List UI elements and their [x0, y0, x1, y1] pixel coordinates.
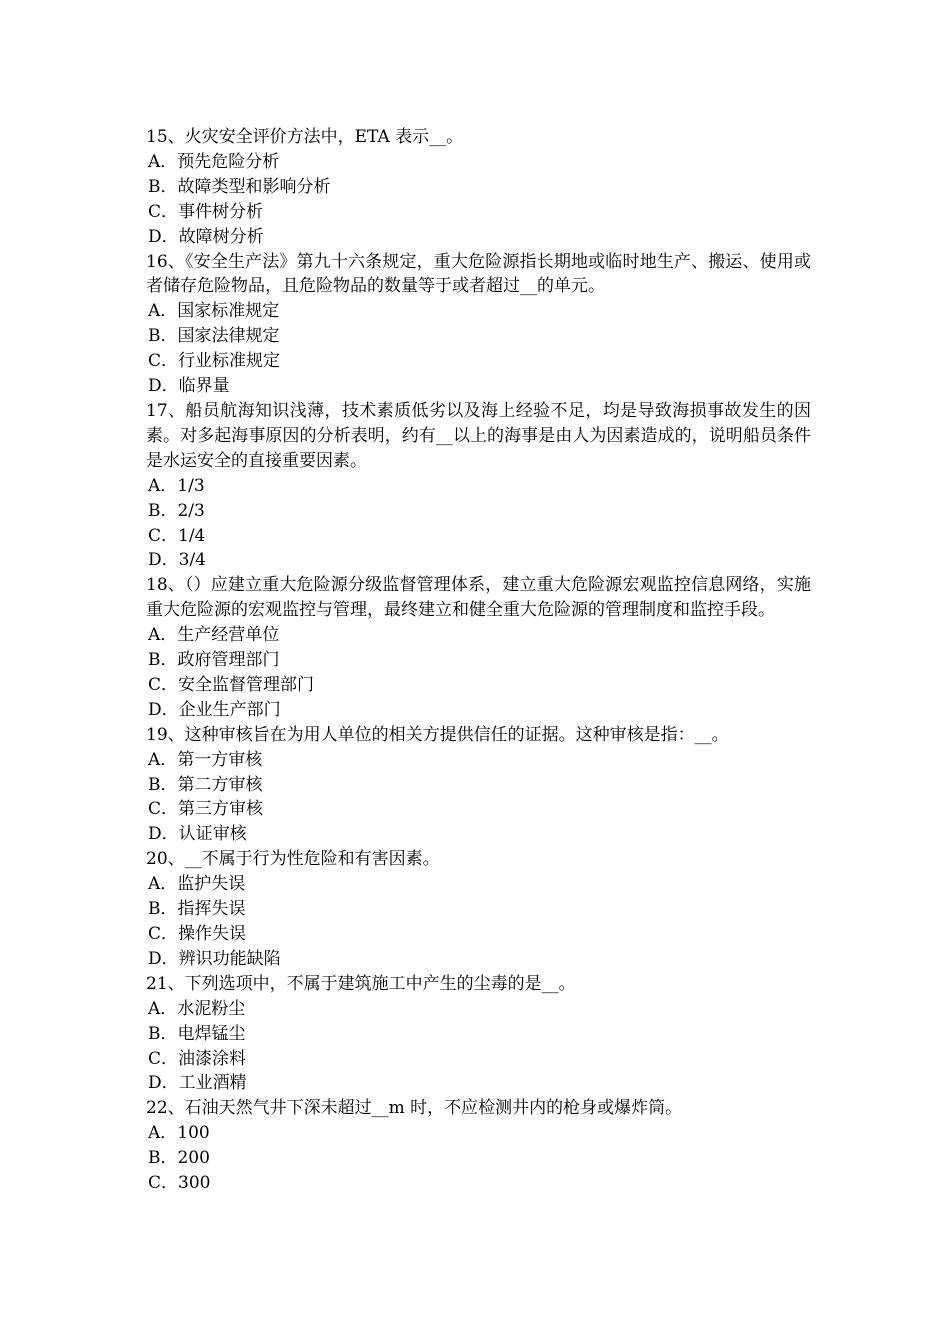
- option-item: A．第一方审核: [148, 749, 263, 770]
- option-item: B．第二方审核: [148, 774, 263, 795]
- question-block: [146, 1096, 811, 1196]
- option-item: C．300: [148, 1173, 211, 1194]
- question-block: [146, 847, 811, 972]
- option-item: A．监护失误: [148, 874, 246, 895]
- option-item: A．生产经营单位: [148, 625, 280, 646]
- question-block: [146, 125, 811, 250]
- option-item: C．行业标准规定: [148, 351, 281, 372]
- option-item: D．工业酒精: [148, 1073, 247, 1094]
- option-item: B．国家法律规定: [148, 326, 280, 347]
- question-block: [146, 573, 811, 722]
- option-list: [146, 299, 811, 399]
- option-item: C．操作失误: [148, 924, 247, 944]
- option-item: D．辨识功能缺陷: [148, 948, 281, 969]
- option-list: [146, 997, 811, 1097]
- question-block: [146, 723, 811, 848]
- option-list: [146, 872, 811, 972]
- option-item: B．政府管理部门: [148, 650, 280, 671]
- option-item: C．1/4: [148, 525, 206, 546]
- option-item: B．200: [148, 1148, 210, 1169]
- option-item: B．2/3: [148, 500, 205, 521]
- option-list: [146, 474, 811, 574]
- option-list: [146, 150, 811, 250]
- option-list: [146, 623, 811, 723]
- option-item: A．1/3: [148, 475, 205, 496]
- option-item: A．水泥粉尘: [148, 998, 246, 1019]
- option-item: D．3/4: [148, 550, 206, 571]
- question-block: [146, 399, 811, 573]
- option-item: D．认证审核: [148, 824, 247, 845]
- option-item: B．电焊锰尘: [148, 1023, 246, 1044]
- option-item: B．指挥失误: [148, 899, 246, 920]
- option-list: [146, 748, 811, 848]
- question-text: 21、下列选项中，不属于建筑施工中产生的尘毒的是__。: [146, 973, 576, 994]
- option-item: D．企业生产部门: [148, 699, 281, 720]
- option-item: D．故障树分析: [148, 226, 264, 247]
- option-item: C．第三方审核: [148, 799, 264, 820]
- option-item: D．临界量: [148, 376, 230, 397]
- question-text: 19、这种审核旨在为用人单位的相关方提供信任的证据。这种审核是指：__。: [146, 724, 729, 745]
- question-text: 22、石油天然气井下深未超过__m 时，不应检测井内的枪身或爆炸筒。: [146, 1098, 683, 1119]
- question-text: 17、船员航海知识浅薄，技术素质低劣以及海上经验不足，均是导致海损事故发生的因素。对多起海事原因的分析表明，约有__以上的海事是由人为因素造成的，说明船员条件是水运安全的直接重要因素。: [146, 400, 811, 471]
- option-item: A．100: [148, 1123, 210, 1144]
- question-text: 18、（）应建立重大危险源分级监督管理体系，建立重大危险源宏观监控信息网络，实施重大危险源的宏观监控与管理，最终建立和健全重大危险源的管理制度和监控手段。: [146, 575, 811, 621]
- option-item: B．故障类型和影响分析: [148, 176, 331, 197]
- option-item: C．油漆涂料: [148, 1048, 247, 1069]
- option-item: C．事件树分析: [148, 201, 264, 222]
- document-page: [146, 125, 811, 1196]
- question-text: 20、__不属于行为性危险和有害因素。: [146, 849, 440, 870]
- option-item: A．预先危险分析: [148, 151, 280, 172]
- option-list: [146, 1121, 811, 1196]
- option-item: A．国家标准规定: [148, 301, 280, 322]
- question-text: 15、火灾安全评价方法中，ETA 表示__。: [146, 127, 464, 147]
- question-block: [146, 250, 811, 399]
- question-block: [146, 972, 811, 1097]
- option-item: C．安全监督管理部门: [148, 674, 315, 695]
- question-text: 16、《安全生产法》第九十六条规定，重大危险源指长期地或临时地生产、搬运、使用或者储存危险物品，且危险物品的数量等于或者超过__的单元。: [146, 251, 811, 297]
